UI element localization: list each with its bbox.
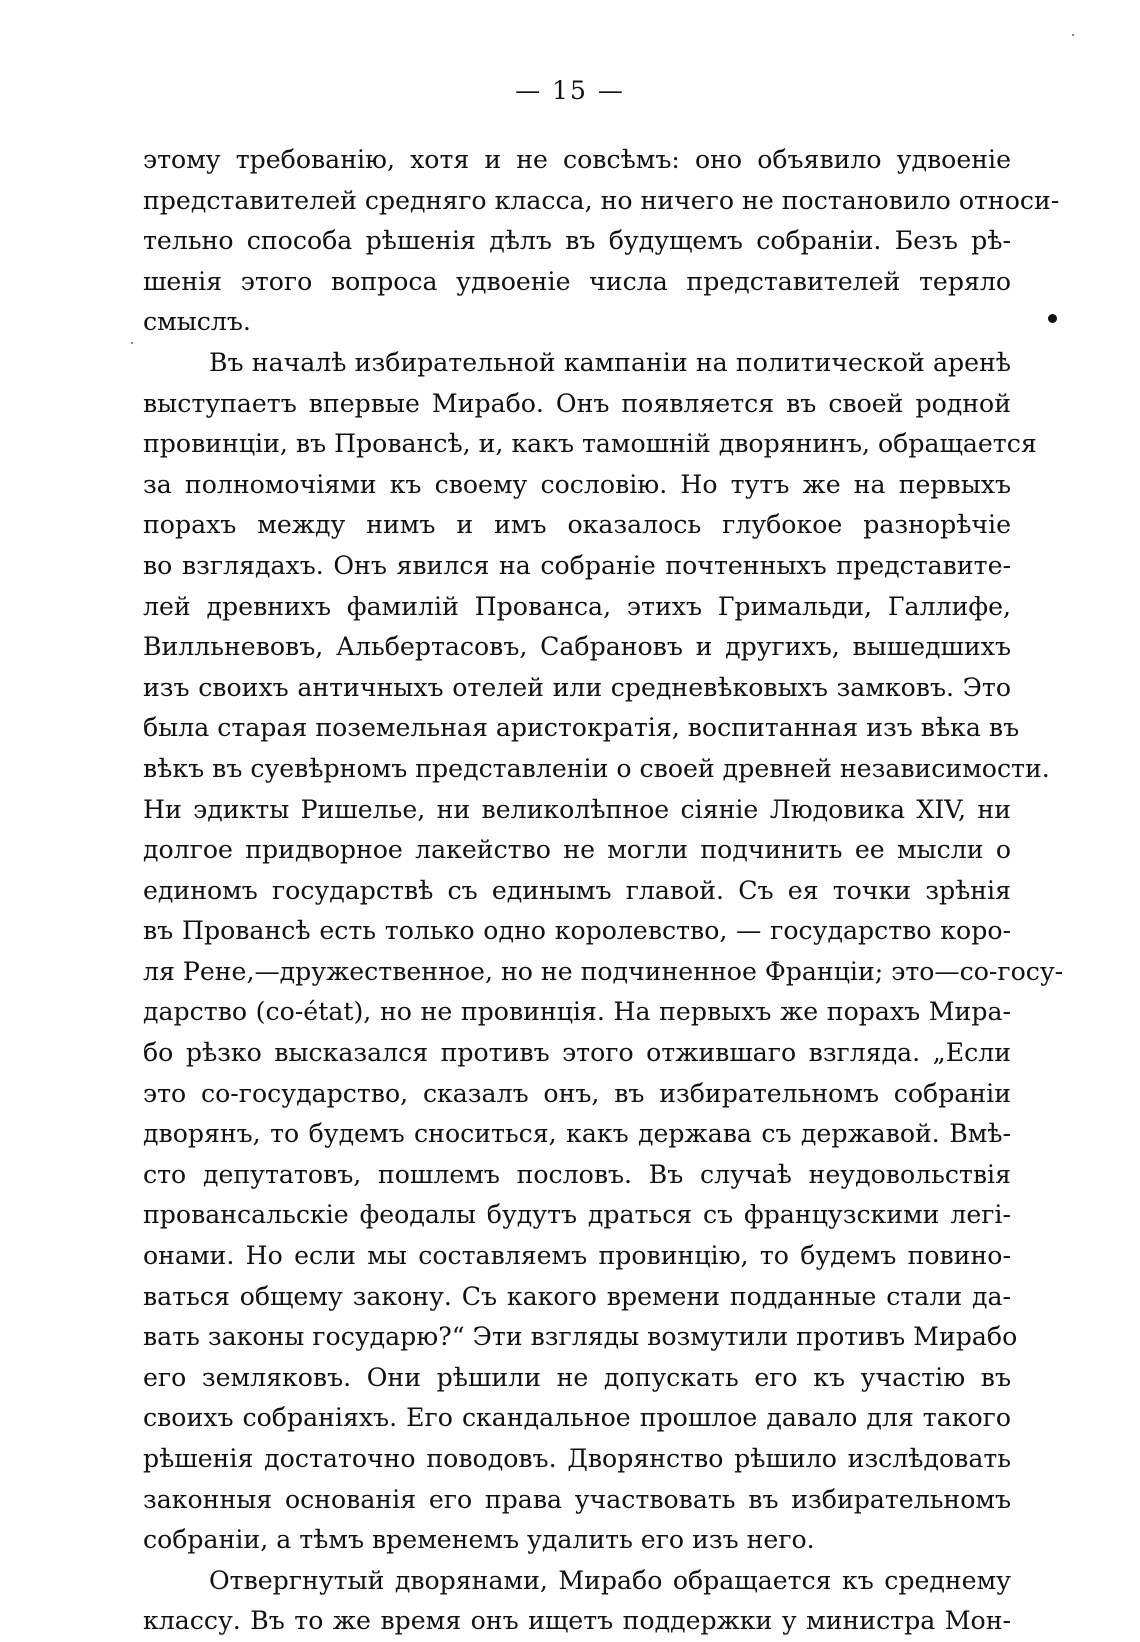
page-number: — 15 — (515, 76, 625, 105)
text-line: ваться общему закону. Съ какого времени подданные стали да- (143, 1281, 1011, 1311)
text-line: шенія этого вопроса удвоеніе числа представителей теряло (143, 266, 1011, 296)
text-line: тельно способа рѣшенія дѣлъ въ будущемъ собраніи. Безъ рѣ- (143, 226, 1011, 256)
text-line: дворянъ, то будемъ сноситься, какъ держава съ державой. Вмѣ- (143, 1119, 1011, 1149)
text-line: рѣшенія достаточно поводовъ. Дворянство рѣшило изслѣдовать (143, 1444, 1011, 1473)
text-line: Отвергнутый дворянами, Мирабо обращается къ среднему (209, 1565, 1011, 1595)
text-line: онами. Но если мы составляемъ провинцію, то будемъ повино- (143, 1241, 1011, 1271)
text-line: провинціи, въ Провансѣ, и, какъ тамошній дворянинъ, обращается (143, 429, 1037, 459)
text-line: бо рѣзко высказался противъ этого отжившаго взгляда. „Если (143, 1038, 1011, 1068)
text-line: лей древнихъ фамилій Прованса, этихъ Гримальди, Галлифе, (143, 591, 1011, 621)
text-line: дарство (co-état), но не провинція. На первыхъ же порахъ Мира- (143, 997, 1011, 1027)
text-line: изъ своихъ античныхъ отелей или средневѣковыхъ замковъ. Это (143, 672, 1011, 702)
text-line: своихъ собраніяхъ. Его скандальное прошлое давало для такого (143, 1403, 1011, 1433)
text-line: долгое придворное лакейство не могли подчинить ее мысли о (143, 835, 1011, 865)
ink-blot (1048, 314, 1057, 323)
scan-speck (131, 342, 133, 344)
text-line: за полномочіями къ своему сословію. Но тутъ же на первыхъ (143, 469, 1011, 499)
scan-speck (1072, 34, 1074, 36)
text-line: его земляковъ. Они рѣшили не допускать его къ участію въ (143, 1362, 1011, 1392)
text-line: вѣкъ въ суевѣрномъ представленіи о своей древней независимости. (143, 753, 1050, 783)
body-text (143, 140, 1064, 1642)
text-line: смыслъ. (143, 307, 251, 337)
text-line: Вилльневовъ, Альбертасовъ, Сабрановъ и другихъ, вышедшихъ (143, 632, 1011, 662)
text-line: Ни эдикты Ришелье, ни великолѣпное сіяніе Людовика XIV, ни (143, 794, 1011, 824)
text-line: собраніи, а тѣмъ временемъ удалить его изъ него. (143, 1525, 815, 1555)
text-line: единомъ государствѣ съ единымъ главой. Съ ея точки зрѣнія (143, 875, 1011, 905)
text-line: была старая поземельная аристократія, воспитанная изъ вѣка въ (143, 713, 1020, 743)
text-line: Въ началѣ избирательной кампаніи на политической аренѣ (209, 347, 1011, 377)
text-line: выступаетъ впервые Мирабо. Онъ появляется въ своей родной (143, 388, 1011, 418)
text-line: классу. Въ то же время онъ ищетъ поддержки у министра Мон- (143, 1606, 1011, 1636)
text-line: ля Рене,—дружественное, но не подчиненное Франціи; это—со-госу- (143, 956, 1064, 986)
text-line: вать законы государю?“ Эти взгляды возмутили противъ Мирабо (143, 1322, 1018, 1352)
text-line: представителей средняго класса, но ничего не постановило относи- (143, 185, 1060, 215)
text-line: въ Провансѣ есть только одно королевство, — государство коро- (143, 916, 1011, 946)
text-line: провансальскіе феодалы будутъ драться съ французскими легі- (143, 1200, 1011, 1230)
text-line: законныя основанія его права участвовать въ избирательномъ (143, 1484, 1011, 1514)
text-line: это со-государство, сказалъ онъ, въ избирательномъ собраніи (143, 1078, 1011, 1108)
text-line: сто депутатовъ, пошлемъ пословъ. Въ случаѣ неудовольствія (143, 1159, 1011, 1189)
text-line: во взглядахъ. Онъ явился на собраніе почтенныхъ представите- (143, 550, 1011, 580)
text-line: этому требованію, хотя и не совсѣмъ: оно объявило удвоеніе (143, 145, 1011, 174)
text-line: порахъ между нимъ и имъ оказалось глубокое разнорѣчіе (143, 510, 1011, 540)
